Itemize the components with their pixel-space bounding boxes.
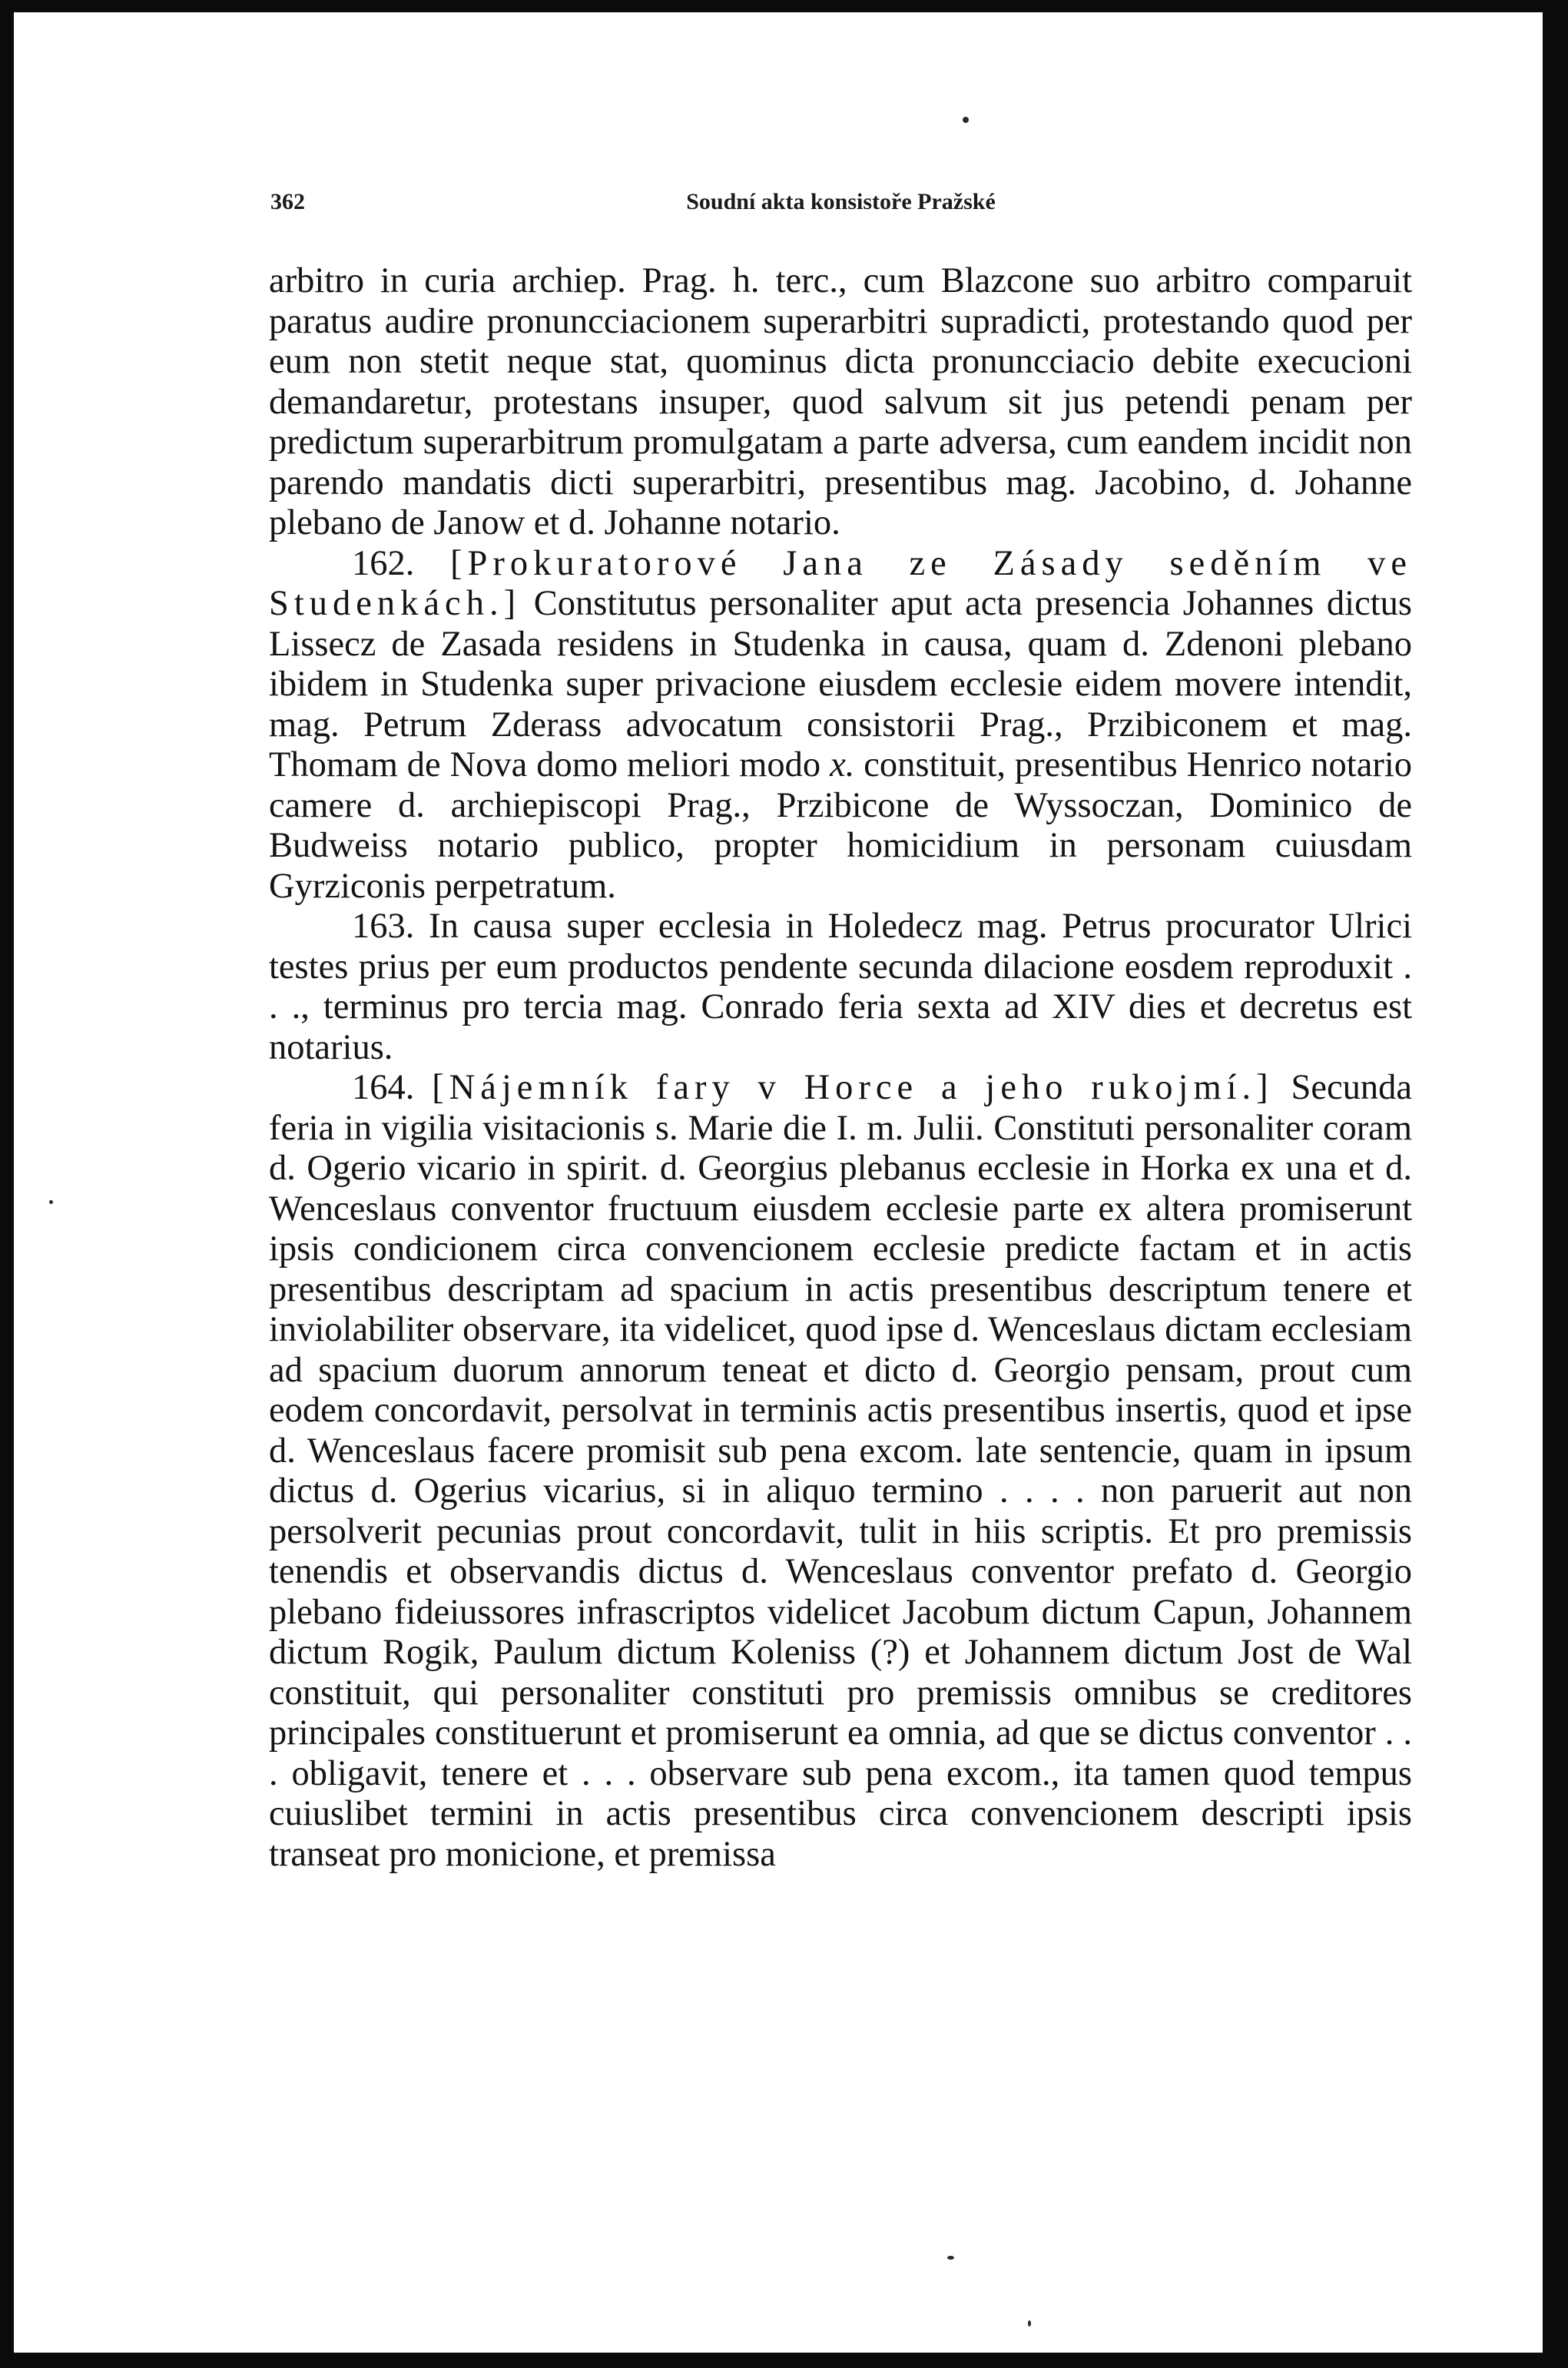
entry-number: 164. <box>352 1068 415 1107</box>
entry-number: 162. <box>352 543 415 583</box>
scan-border-top <box>0 0 1568 12</box>
scan-speck <box>963 117 969 123</box>
entry-heading: [Nájemník fary v Horce a jeho rukojmí.] <box>432 1068 1274 1107</box>
paragraph-text: arbitro in curia archiep. Prag. h. terc., cum Blazcone suo arbitro comparuit paratus audire pronuncciacionem superarbitri supradicti, protestando quod per eum non stetit neque stat, quominus dicta pronuncciacio debite execucioni demandaretur, protestans insuper, quod salvum sit jus petendi penam per predictum superarbitrum promulgatam a parte adversa, cum eandem incidit non parendo mandatis dicti superarbitri, presentibus mag. Jacobino, d. Johanne plebano de Janow et d. Johanne notario. <box>269 261 1412 542</box>
scan-speck <box>947 2256 954 2260</box>
entry-text-continued: constituit, presentibus Henrico notario camere d. archiepiscopi Prag., Przibicone de Wyssoczan, Dominico de Budweiss notario publico, propter homicidium in personam cuiusdam Gyrziconis perpetratum. <box>269 745 1413 906</box>
entry-heading: [Prokuratorové Jana ze Zásady seděním ve Studenkách.] <box>269 543 1413 623</box>
scan-speck <box>1028 2320 1031 2327</box>
running-title: Soudní akta konsistoře Pražské <box>686 189 996 214</box>
scan-border-bottom <box>0 2353 1568 2368</box>
scan-border-left <box>0 0 14 2368</box>
page-number: 362 <box>270 189 305 214</box>
entry-abbreviation: x. <box>830 745 855 784</box>
entry-164 <box>269 1068 1412 1875</box>
entry-text: In causa super ecclesia in Holedecz mag. Petrus procurator Ulrici testes prius per eum productos pendente secunda dilacione eosdem reproduxit . . ., terminus pro tercia mag. Conrado feria sexta ad XIV dies et decretus est notarius. <box>269 907 1412 1067</box>
entry-text: Secunda feria in vigilia visitacionis s. Marie die I. m. Julii. Constituti personaliter coram d. Ogerio vicario in spirit. d. Georgius plebanus ecclesie in Horka ex una et d. Wenceslaus conventor fructuum eiusdem ecclesie parte ex altera promiserunt ipsis condicionem circa convencionem ecclesie predicte factam et in actis presentibus descriptam ad spacium in actis presentibus descriptum tenere et inviolabiliter observare, ita videlicet, quod ipse d. Wenceslaus dictam ecclesiam ad spacium duorum annorum teneat et dicto d. Georgio pensam, prout cum eodem concordavit, persolvat in terminis actis presentibus insertis, quod et ipse d. Wenceslaus facere promisit sub pena excom. late sentencie, quam in ipsum dictus d. Ogerius vicarius, si in aliquo termino . . . . non paruerit aut non persolverit pecunias prout concordavit, tulit in hiis scriptis. Et pro premissis tenendis et observandis dictus d. Wenceslaus conventor prefato d. Georgio plebano fideiussores infrascriptos videlicet Jacobum dictum Capun, Johannem dictum Rogik, Paulum dictum Koleniss (?) et Johannem dictum Jost de Wal constituit, qui personaliter constituti pro premissis omnibus se creditores principales constituerunt et promiserunt ea omnia, ad que se dictus conventor . . . obligavit, tenere et . . . observare sub pena excom., ita tamen quod tempus cuiuslibet termini in actis presentibus circa convencionem descripti ipsis transeat pro monicione, et premissa <box>269 1068 1412 1874</box>
entry-text: Constitutus personaliter aput acta presencia Johannes dictus Lissecz de Zasada residens in Studenka in causa, quam d. Zdenoni plebano ibidem in Studenka super privacione eiusdem ecclesie eidem movere intendit, mag. Petrum Zderass advocatum consistorii Prag., Przibiconem et mag. Thomam de Nova domo meliori modo <box>269 584 1412 784</box>
running-head <box>270 189 1411 223</box>
entry-162 <box>269 544 1412 907</box>
entry-163 <box>269 907 1412 1068</box>
paragraph-continuation <box>269 261 1412 544</box>
scan-border-right <box>1543 0 1568 2368</box>
body-text <box>269 261 1412 1875</box>
entry-number: 163. <box>352 907 415 946</box>
scan-speck <box>49 1200 53 1204</box>
